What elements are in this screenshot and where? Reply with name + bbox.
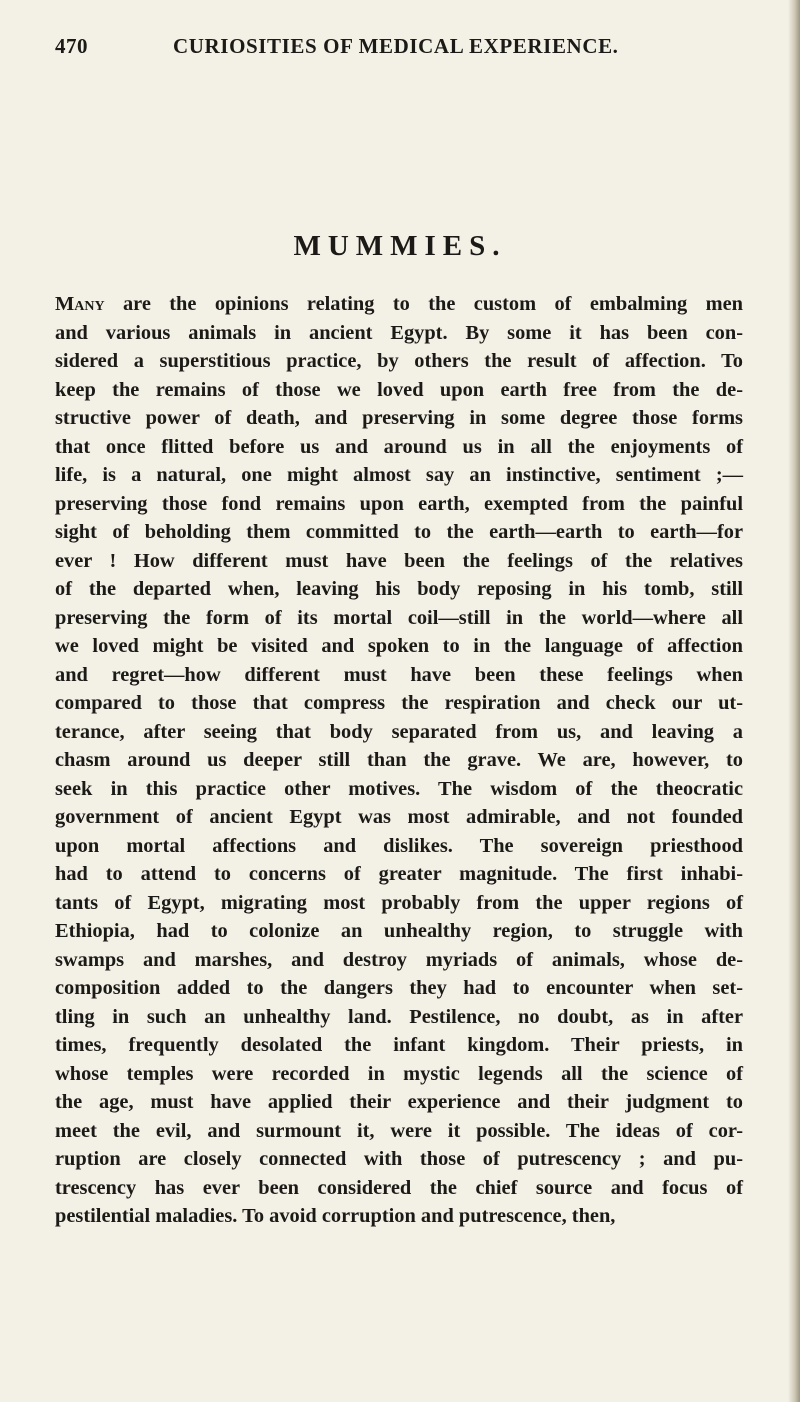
text-line: government of ancient Egypt was most admirable, and not founded [55,806,743,828]
text-line: whose temples were recorded in mystic legends all the science of [55,1062,743,1085]
text-line: swamps and marshes, and destroy myriads of animals, whose de- [55,948,743,971]
opening-word: Many [55,293,105,315]
text-line: times, frequently desolated the infant kingdom. Their priests, in [55,1034,743,1056]
text-line: sight of beholding them committed to the earth—earth to earth—for [55,521,743,543]
text-line: of the departed when, leaving his body reposing in his tomb, still [55,578,743,600]
text-line: and regret—how different must have been these feelings when [55,663,743,686]
text-line: upon mortal affections and dislikes. The sovereign priesthood [55,834,743,857]
text-line: sidered a superstitious practice, by others the result of affection. To [55,350,743,372]
text-line: composition added to the dangers they had to encounter when set- [55,977,743,999]
text-line: terance, after seeing that body separated from us, and leaving a [55,720,743,743]
text-line: life, is a natural, one might almost say an instinctive, sentiment ;— [55,464,743,486]
text-line: and various animals in ancient Egypt. By some it has been con- [55,321,743,344]
text-line: preserving the form of its mortal coil—still in the world—where all [55,606,743,629]
text-line: chasm around us deeper still than the grave. We are, however, to [55,749,743,771]
text-line: meet the evil, and surmount it, were it possible. The ideas of cor- [55,1119,743,1142]
first-line-rest: are the opinions relating to the custom of embalming men [104,293,743,315]
text-line: keep the remains of those we loved upon earth free from the de- [55,378,743,401]
text-line: seek in this practice other motives. The wisdom of the theocratic [55,777,743,800]
text-line: that once flitted before us and around us in all the enjoyments of [55,435,743,458]
text-line: tants of Egypt, migrating most probably from the upper regions of [55,891,743,914]
text-line: structive power of death, and preserving in some degree those forms [55,407,743,429]
text-line: preserving those fond remains upon earth, exempted from the painful [55,492,743,515]
text-line: pestilential maladies. To avoid corruption and putrescence, then, [55,1205,616,1227]
text-line: had to attend to concerns of greater magnitude. The first inhabi- [55,863,743,885]
text-line: ever ! How different must have been the feelings of the relatives [55,549,743,572]
text-line: the age, must have applied their experience and their judgment to [55,1091,743,1113]
text-line: ruption are closely connected with those of putrescency ; and pu- [55,1148,743,1170]
running-head [55,34,755,64]
page-edge-shadow [788,0,800,1402]
running-title: CURIOSITIES OF MEDICAL EXPERIENCE. [173,34,619,58]
text-line: we loved might be visited and spoken to in the language of affection [55,635,743,657]
text-line: compared to those that compress the respiration and check our ut- [55,692,743,714]
page-number: 470 [55,34,88,58]
text-line: tling in such an unhealthy land. Pestilence, no doubt, as in after [55,1005,743,1028]
body-paragraph [55,290,743,1231]
text-line: Ethiopia, had to colonize an unhealthy region, to struggle with [55,920,743,942]
text-line-first [55,290,743,319]
chapter-heading: MUMMIES. [293,230,507,262]
text-line: trescency has ever been considered the chief source and focus of [55,1176,743,1199]
